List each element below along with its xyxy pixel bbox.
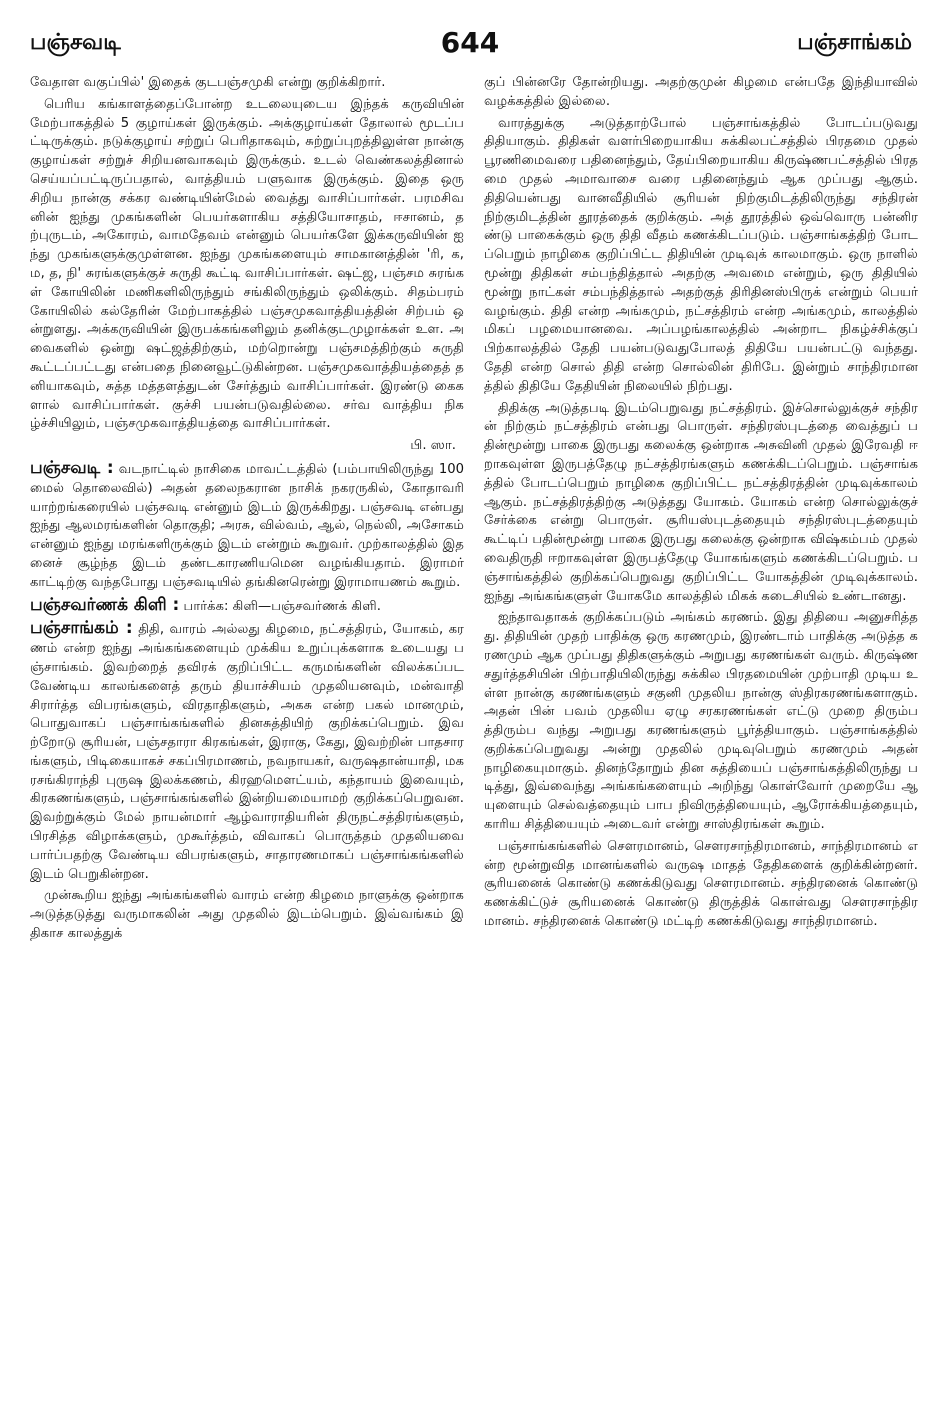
page-number: 644 [440, 26, 500, 59]
paragraph: வேதாள வகுப்பில்' இதைக் குடபஞ்சமுகி என்று குறிக்கிறார். [30, 75, 386, 90]
entry-headword: பஞ்சவடி : [30, 457, 114, 478]
paragraph: முன்கூறிய ஐந்து அங்கங்களில் வாரம் என்ற கிழமை நாளுக்கு ஒன்றாக அடுத்தடுத்து வருமாகலின் அது முதலில் இடம்பெறும். இவ்வங்கம் இதிகாச காலத்துக் [30, 888, 464, 942]
entry-headword: பஞ்சவர்ணக் கிளி : [30, 594, 180, 615]
paragraph: வாரத்துக்கு அடுத்தாற்போல் பஞ்சாங்கத்தில் போடப்படுவது திதியாகும். திதிகள் வளர்பிறையாகிய சுக்கிலபட்சத்தில் பிரதமை முதல் பூரணிமைவரை பதினைந்தும், தேய்பிறையாகிய கிருஷ்ணபட்சத்தில் பிரதமை முதல் அமாவாசை வரை பதினைந்தும் ஆக முப்பது ஆகும். திதியென்பது வானவீதியில் சூரியன் நிற்குமிடத்திலிருந்து சந்திரன் நிற்குமிடத்தின் தூரத்தைக் குறிக்கும். அத் தூரத்தில் ஒவ்வொரு பன்னிரண்டு பாகைக்கும் ஒரு திதி வீதம் கணக்கிடப்படும். பஞ்சாங்கத்திற் போடப்பெறும் நாழிகை குறிப்பிட்ட திதியின் முடிவுக் காலமாகும். ஒரு நாளில் மூன்று திதிகள் சம்பந்தித்தால் அதற்கு அவமை என்றும், ஒரு திதியில் மூன்று நாட்கள் சம்பந்தித்தால் அதற்குத் திரிதினஸ்பிருக் என்றும் பெயர் வழங்கும். திதி என்ற அங்கமும், நட்சத்திரம் என்ற அங்கமும், காலத்தில் மிகப் பழமையானவை. அப்பழங்காலத்தில் அன்றாட நிகழ்ச்சிக்குப் பிற்காலத்தில் தேதி பயன்படுவதுபோலத் திதியே பயன்பட்டு வந்தது. தேதி என்ற சொல் திதி என்ற சொல்லின் திரிபே. இன்றும் சாந்திரமானத்தில் திதியே தேதியின் நிலையில் நிற்பது. [484, 115, 918, 394]
entry-text: திதி, வாரம் அல்லது கிழமை, நட்சத்திரம், யோகம், கரணம் என்ற ஐந்து அங்கங்களையும் முக்கிய உறுப்புக்களாக உடையது பஞ்சாங்கம். இவற்றைத் தவிரக் குறிப்பிட்ட கருமங்களின் விலக்கப்படவேண்டிய காலங்களைத் தரும் தியாச்சியம் முதலியனவும், மன்வாதி சிரார்த்த விபரங்களும், விரதாதிகளும், அகசு என்ற பகல் மானமும், பொதுவாகப் பஞ்சாங்கங்களில் தினசுத்தியிற் குறிக்கப்பெறும். இவற்றோடு சூரியன், பஞ்சதாரா கிரகங்கள், இராகு, கேது, இவற்றின் பாதசாரங்களும், பிடிகையாகச் சகப்பிரமாணம், நவநாயகர், வருஷதான்யாதி, மகரசங்கிராந்தி புருஷ இலக்கணம், கிரஹமௌட்யம், கந்தாயம் இவையும், கிரகணங்களும், பஞ்சாங்கங்களில் இன்றியமையாமற் குறிக்கப்பெறுவன. இவற்றுக்கும் மேல் நாயன்மார் ஆழ்வாராதியரின் திருநட்சத்திரங்களும், பிரசித்த விழாக்களும், முகூர்த்தம், விவாகப் பொருத்தம் முதலியவை பார்ப்பதற்கு வேண்டிய விபரங்களும், சாதாரணமாகப் பஞ்சாங்கங்களில் இடம் பெறுகின்றன. [30, 622, 464, 882]
entry-text: பார்க்க: கிளி—பஞ்சவர்ணக் கிளி. [183, 598, 381, 614]
entry-panchavadi [30, 459, 464, 593]
entry-panchavarna-kili [30, 596, 464, 617]
paragraph: பெரிய கங்காளத்தைப்போன்ற உடலையுடைய இந்தக் கருவியின் மேற்பாகத்தில் 5 குழாய்கள் இருக்கும். அக்குழாய்கள் தோலால் மூடப்பட்டிருக்கும். நடுக்குழாய் சற்றுப் பெரிதாகவும், சுற்றுப்புறத்திலுள்ள நான்கு குழாய்கள் சற்றுச் சிறியனவாகவும் இருக்கும். உடல் வெண்கலத்தினால் செய்யப்பட்டிருப்பதால், வாத்தியம் பளுவாக இருக்கும். இதை ஒரு சிறிய நான்கு சக்கர வண்டியின்மேல் வைத்து வாசிப்பார்கள். பரமசிவனின் ஐந்து முகங்களின் பெயர்களாகிய சத்தியோசாதம், ஈசானம், தற்புருடம், அகோரம், வாமதேவம் என்னும் பெயர்களே இக்கருவியின் ஐந்து முகங்களுக்குமுள்ளன. ஐந்து முகங்களையும் சாமகானத்தின் 'ரி, க, ம, த, நி' சுரங்களுக்குச் சுருதி கூட்டி வாசிப்பார்கள். ஷட்ஜ, பஞ்சம சுரங்கள் கோயிலின் மணிகளிலிருந்தும் சங்கிலிருந்தும் ஒலிக்கும். சிதம்பரம் கோயிலில் கல்தேரின் மேற்பாகத்தில் பஞ்சமுகவாத்தியத்தின் சிற்பம் ஒன்றுளது. அக்கருவியின் இருபக்கங்களிலும் தனிக்குடமுழாக்கள் உள. அவைகளில் ஒன்று ஷட்ஜத்திற்கும், மற்றொன்று பஞ்சமத்திற்கும் சுருதி கூட்டப்பட்டது என்பதை நினைவூட்டுகின்றன. பஞ்சமுகவாத்தியத்தைத் தனியாகவும், சுத்த மத்தளத்துடன் சேர்த்தும் வாசிப்பார்கள். இரண்டு கைகளால் வாசிப்பார்கள். குச்சி பயன்படுவதில்லை. சர்வ வாத்திய நிகழ்ச்சியிலும், பஞ்சமுகவாத்தியத்தை வாசிப்பார்கள். [30, 96, 464, 432]
left-running-head: பஞ்சவடி [30, 30, 121, 55]
entry-headword: பஞ்சாங்கம் : [30, 618, 133, 639]
entry-text: வடநாட்டில் நாசிகை மாவட்டத்தில் (பம்பாயிலிருந்து 100 மைல் தொலைவில்) அதன் தலைநகரான நாசிக் நகரருகில், கோதாவரி யாற்றங்கரையில் பஞ்சவடி என்னும் இடம் இருக்கிறது. பஞ்சவடி என்பது ஐந்து ஆலமரங்களின் தொகுதி; அரசு, வில்வம், ஆல், நெல்லி, அசோகம் என்னும் ஐந்து மரங்களிருக்கும் இடம் என்றும் கூறுவர். முற்காலத்தில் இதனைச் சூழ்ந்த இடம் தண்டகாரணியமென வழங்கியதாம். இராமர் காட்டிற்கு வந்தபோது பஞ்சவடியில் தங்கினரென்று இராமாயணம் கூறும். [30, 461, 464, 590]
paragraph: பஞ்சாங்கங்களில் சௌரமானம், சௌரசாந்திரமானம், சாந்திரமானம் என்ற மூன்றுவித மானங்களில் வருஷ மாதத் தேதிகளைக் குறிக்கின்றனர். சூரியனைக் கொண்டு கணக்கிடுவது சௌரமானம். சந்திரனைக் கொண்டு கணக்கிட்டுச் சூரியனைக் கொண்டு திருத்திக் கொள்வது சௌரசாந்திரமானம். சந்திரனைக் கொண்டு மட்டிற் கணக்கிடுவது சாந்திரமானம். [484, 838, 918, 930]
entry-panchangam [30, 619, 464, 884]
paragraph: திதிக்கு அடுத்தபடி இடம்பெறுவது நட்சத்திரம். இச்சொல்லுக்குச் சந்திரன் நிற்கும் நட்சத்திரம் என்பது பொருள். சந்திரஸ்புடத்தை வைத்துப் பதின்மூன்று பாகை இருபது கலைக்கு ஒன்றாக அசுவினி முதல் இரேவதி ஈறாகவுள்ள இருபத்தேழு நட்சத்திரங்களும் கணக்கிடப்பெறும். பஞ்சாங்கத்தில் போடப்பெறும் நாழிகை குறிப்பிட்ட நட்சத்திரத்தின் முடிவுக்காலம் ஆகும். நட்சத்திரத்திற்கு அடுத்தது யோகம். யோகம் என்ற சொல்லுக்குச் சேர்க்கை என்று பொருள். சூரியஸ்புடத்தையும் சந்திரஸ்புடத்தையும் கூட்டிப் பதின்மூன்று பாகை இருபது கலைக்கு ஒன்றாக விஷ்கம்பம் முதல் வைதிருதி ஈறாகவுள்ள இருபத்தேழு யோகங்களும் கணக்கிடப்பெறும். பஞ்சாங்கத்தில் குறிக்கப்பெறுவது குறிப்பிட்ட யோகத்தின் முடிவுக்காலம். ஐந்து அங்கங்களுள் யோகமே காலத்தில் மிகக் கடைசியில் உண்டானது. [484, 400, 918, 604]
right-column [484, 74, 918, 1409]
paragraph: ஐந்தாவதாகக் குறிக்கப்படும் அங்கம் கரணம். இது திதியை அனுசரித்தது. திதியின் முதற் பாதிக்கு ஒரு கரணமும், இரண்டாம் பாதிக்கு அடுத்த கரணமும் ஆக முப்பது திதிகளுக்கும் அறுபது கரணங்கள் வரும். கிருஷ்ண சதுர்த்தசியின் பிற்பாதியிலிருந்து சுக்கில பிரதமையின் முற்பாதி முடிய உள்ள நான்கு கரணங்களும் சகுனி முதலிய நான்கு ஸ்திரகரணங்களாகும். அதன் பின் பவம் முதலிய ஏழு சரகரணங்கள் எட்டு முறை திரும்பத்திரும்ப வந்து அறுபது கரணங்களும் பூர்த்தியாகும். பஞ்சாங்கத்தில் குறிக்கப்பெறுவது அன்று முதலில் முடிவுபெறும் கரணமும் அதன் நாழிகையுமாகும். தினந்தோறும் தின சுத்தியைப் பஞ்சாங்கத்திலிருந்து படித்து, இவ்வைந்து அங்கங்களையும் அறிந்து கொள்வோர் முறையே ஆயுளையும் செல்வத்தையும் பாப நிவிருத்தியையும், ஆரோக்கியத்தையும், காரிய சித்தியையும் அடைவர் என்று சாஸ்திரங்கள் கூறும். [484, 610, 918, 833]
right-running-head: பஞ்சாங்கம் [797, 30, 912, 55]
paragraph: குப் பின்னரே தோன்றியது. அதற்குமுன் கிழமை என்பதே இந்தியாவில் வழக்கத்தில் இல்லை. [484, 75, 918, 109]
left-column [30, 74, 464, 1409]
author-initials: பி. ஸா. [410, 438, 456, 454]
page-header [0, 26, 940, 66]
